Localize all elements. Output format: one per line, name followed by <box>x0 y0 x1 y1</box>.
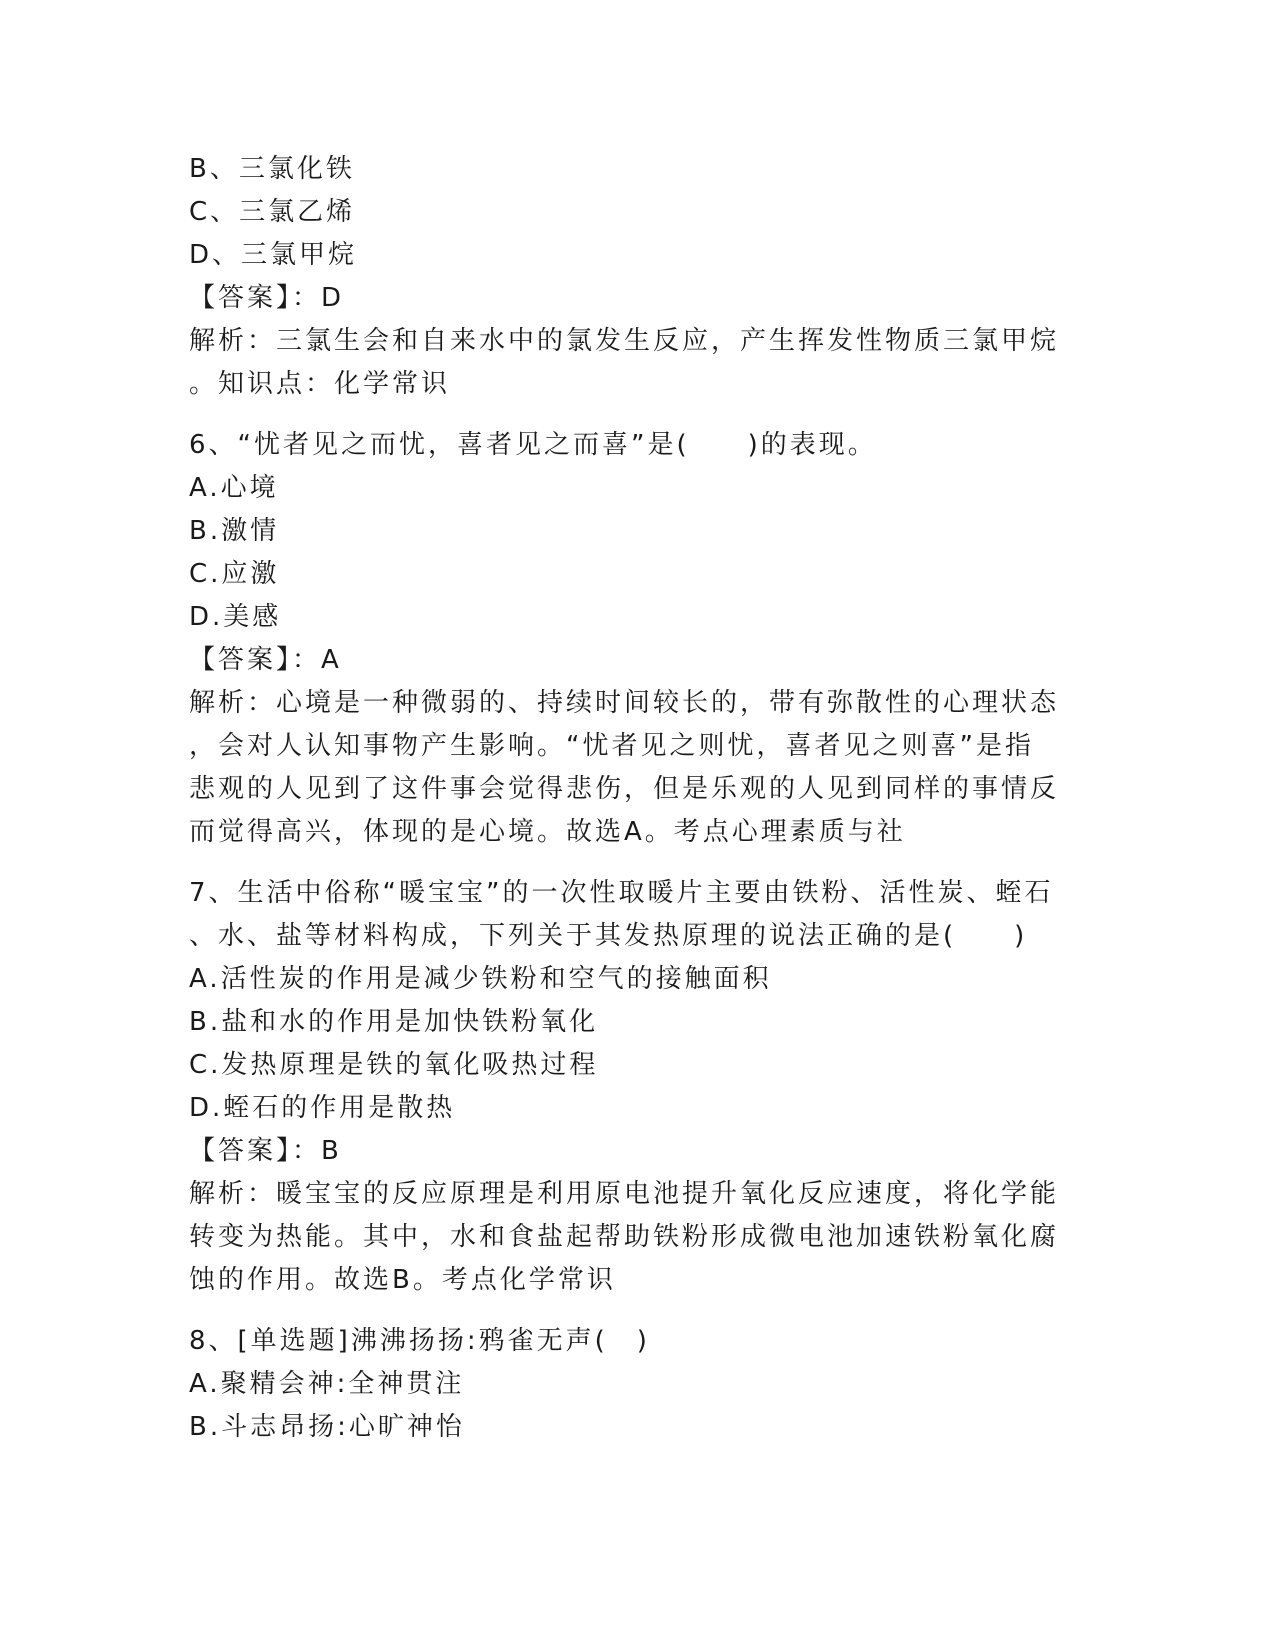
option-b: B.斗志昂扬:心旷神怡 <box>189 1412 465 1442</box>
option-c: C.应激 <box>189 559 280 589</box>
question-7 <box>189 872 1089 1302</box>
answer-line: 【答案】：D <box>189 283 345 313</box>
analysis-line: 解析：三氯生会和自来水中的氯发生反应，产生挥发性物质三氯甲烷 <box>189 326 1060 356</box>
question-stem: 7、生活中俗称“暖宝宝”的一次性取暖片主要由铁粉、活性炭、蛭石 <box>189 878 1054 908</box>
analysis-line: 悲观的人见到了这件事会觉得悲伤，但是乐观的人见到同样的事情反 <box>189 774 1060 804</box>
option-b: B、三氯化铁 <box>189 154 355 184</box>
analysis-line: 解析：暖宝宝的反应原理是利用原电池提升氧化反应速度，将化学能 <box>189 1179 1060 1209</box>
question-5 <box>189 148 1089 406</box>
question-8 <box>189 1320 1089 1449</box>
option-d: D.蛭石的作用是散热 <box>189 1093 456 1123</box>
option-a: A.心境 <box>189 473 279 503</box>
analysis-line: 蚀的作用。故选B。考点化学常识 <box>189 1265 616 1295</box>
option-b: B.激情 <box>189 516 280 546</box>
question-stem: 、水、盐等材料构成，下列关于其发热原理的说法正确的是( ) <box>189 921 1028 951</box>
option-d: D、三氯甲烷 <box>189 240 358 270</box>
answer-line: 【答案】：A <box>189 645 342 675</box>
option-d: D.美感 <box>189 602 282 632</box>
answer-line: 【答案】：B <box>189 1136 342 1166</box>
analysis-line: 。知识点：化学常识 <box>189 369 451 399</box>
analysis-line: 转变为热能。其中，水和食盐起帮助铁粉形成微电池加速铁粉氧化腐 <box>189 1222 1060 1252</box>
analysis-line: 而觉得高兴，体现的是心境。故选A。考点心理素质与社 <box>189 817 906 847</box>
question-stem: 6、“忧者见之而忧，喜者见之而喜”是( )的表现。 <box>189 430 877 460</box>
option-b: B.盐和水的作用是加快铁粉氧化 <box>189 1007 599 1037</box>
option-c: C.发热原理是铁的氧化吸热过程 <box>189 1050 599 1080</box>
question-6 <box>189 424 1089 854</box>
analysis-line: ，会对人认知事物产生影响。“忧者见之则忧，喜者见之则喜”是指 <box>189 731 1034 761</box>
analysis-line: 解析：心境是一种微弱的、持续时间较长的，带有弥散性的心理状态 <box>189 688 1060 718</box>
document-page <box>189 148 1089 1449</box>
question-stem: 8、[单选题]沸沸扬扬:鸦雀无声( ) <box>189 1326 650 1356</box>
option-a: A.活性炭的作用是减少铁粉和空气的接触面积 <box>189 964 772 994</box>
option-a: A.聚精会神:全神贯注 <box>189 1369 465 1399</box>
option-c: C、三氯乙烯 <box>189 197 356 227</box>
